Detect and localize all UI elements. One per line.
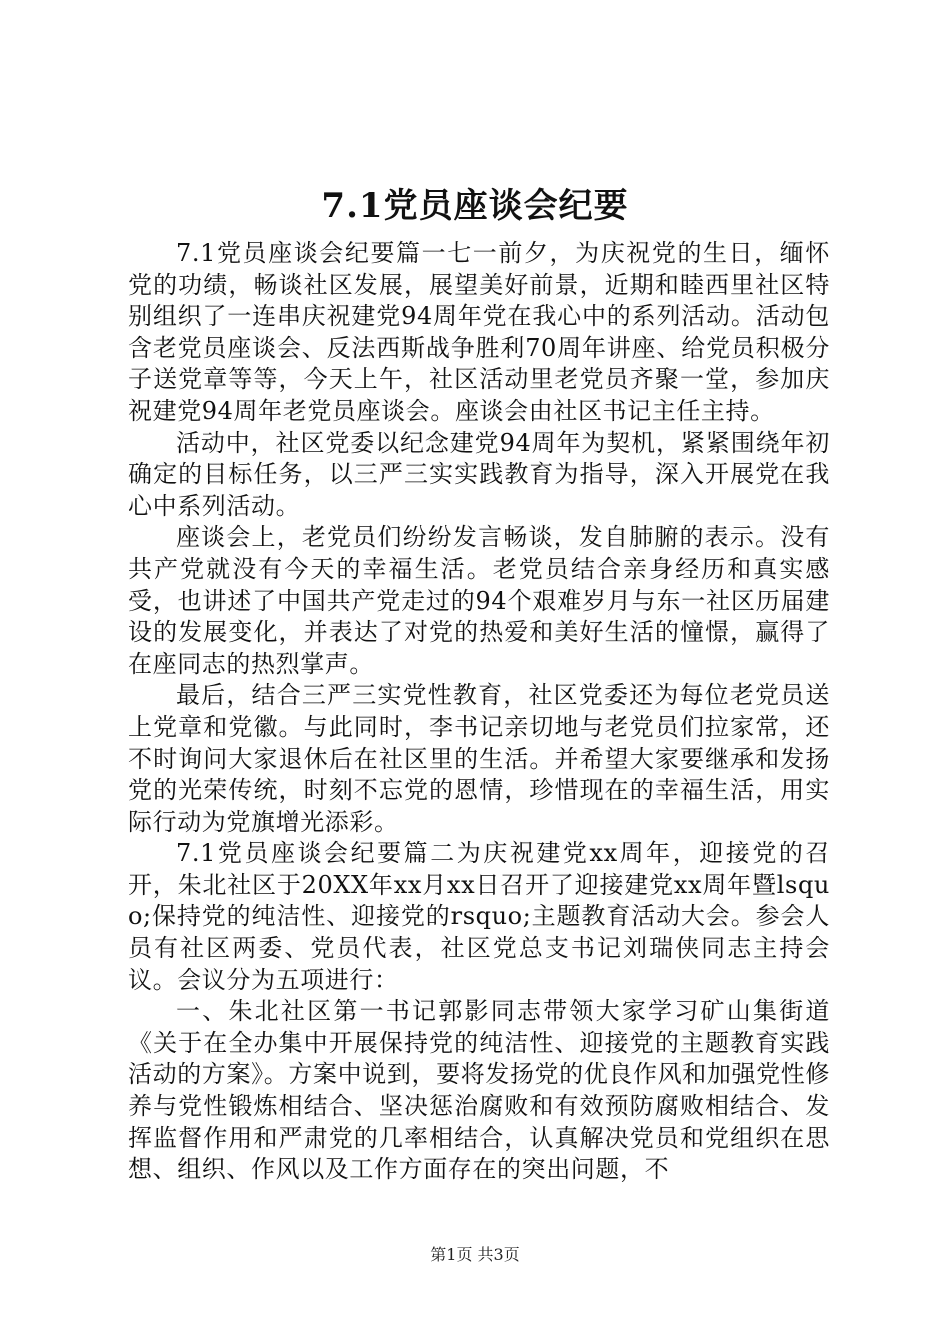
page-footer: 第1页 共3页 (430, 1245, 520, 1264)
document-body (128, 238, 830, 1186)
paragraph-3: 座谈会上，老党员们纷纷发言畅谈，发自肺腑的表示。没有共产党就没有今天的幸福生活。老党员结合亲身经历和真实感受，也讲述了中国共产党走过的94个艰难岁月与东一社区历届建设的发展变化，并表达了对党的热爱和美好生活的憧憬，赢得了在座同志的热烈掌声。 (128, 523, 830, 678)
paragraph-4: 最后，结合三严三实党性教育，社区党委还为每位老党员送上党章和党徽。与此同时，李书记亲切地与老党员们拉家常，还不时询问大家退休后在社区里的生活。并希望大家要继承和发扬党的光荣传统，时刻不忘党的恩情，珍惜现在的幸福生活，用实际行动为党旗增光添彩。 (128, 681, 830, 836)
paragraph-6: 一、朱北社区第一书记郭影同志带领大家学习矿山集街道《关于在全办集中开展保持党的纯洁性、迎接党的主题教育实践活动的方案》。方案中说到，要将发扬党的优良作风和加强党性修养与党性锻炼相结合、坚决惩治腐败和有效预防腐败相结合、发挥监督作用和严肃党的几率相结合，认真解决党员和党组织在思想、组织、作风以及工作方面存在的突出问题，不 (128, 997, 830, 1184)
document-title: 7.1党员座谈会纪要 (321, 186, 629, 226)
paragraph-1: 7.1党员座谈会纪要篇一七一前夕，为庆祝党的生日，缅怀党的功绩，畅谈社区发展，展望美好前景，近期和睦西里社区特别组织了一连串庆祝建党94周年党在我心中的系列活动。活动包含老党员座谈会、反法西斯战争胜利70周年讲座、给党员积极分子送党章等等，今天上午，社区活动里老党员齐聚一堂，参加庆祝建党94周年老党员座谈会。座谈会由社区书记主任主持。 (128, 239, 830, 425)
paragraph-2: 活动中，社区党委以纪念建党94周年为契机，紧紧围绕年初确定的目标任务，以三严三实实践教育为指导，深入开展党在我心中系列活动。 (128, 428, 830, 520)
paragraph-5: 7.1党员座谈会纪要篇二为庆祝建党xx周年，迎接党的召开，朱北社区于20XX年xx月xx日召开了迎接建党xx周年暨lsquo;保持党的纯洁性、迎接党的rsquo;主题教育活动大会。参会人员有社区两委、党员代表，社区党总支书记刘瑞侠同志主持会议。会议分为五项进行： (128, 839, 830, 994)
